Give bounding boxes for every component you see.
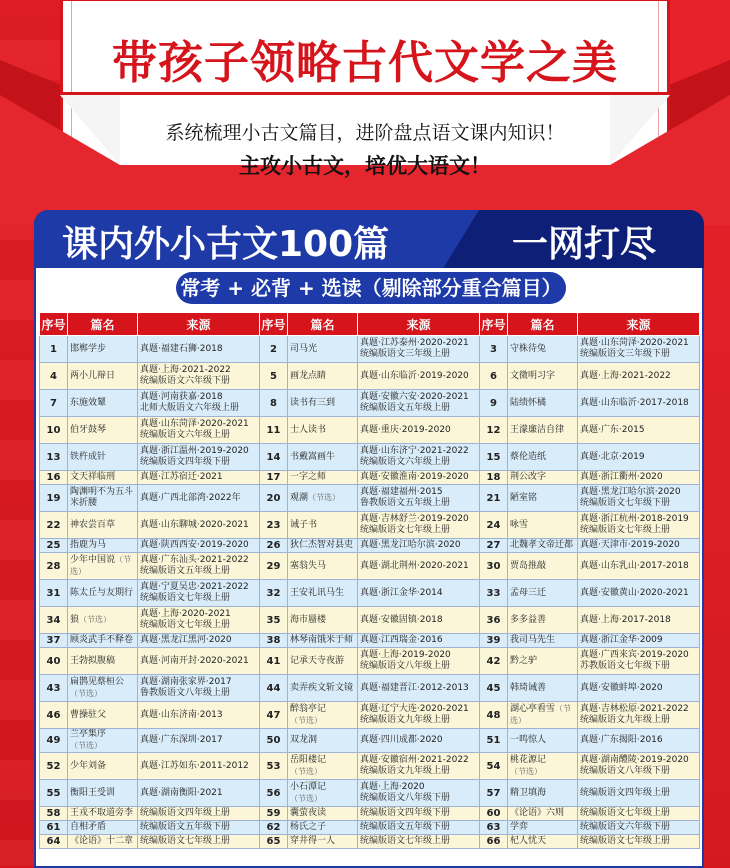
- row-number: 56: [260, 780, 288, 807]
- article-title: 陆绩怀橘: [508, 390, 578, 417]
- article-source: 真题·黑龙江哈尔滨·2020: [358, 539, 480, 553]
- article-source: 真题·吉林松原·2021-2022 统编版语文九年级上册: [578, 702, 700, 729]
- row-number: 53: [260, 753, 288, 780]
- article-source: 统编版语文四年级下册: [358, 807, 480, 821]
- article-title: 书戴嵩画牛: [288, 444, 358, 471]
- article-title: 王濛廉洁自律: [508, 417, 578, 444]
- article-title: 指鹿为马: [68, 539, 138, 553]
- excerpt-note: （节选）: [79, 615, 112, 624]
- table-row: [40, 729, 700, 753]
- excerpt-note: （节选）: [290, 715, 322, 725]
- column-header: 序号: [260, 313, 288, 336]
- row-number: 39: [480, 634, 508, 648]
- article-title: 《论语》十二章: [68, 835, 138, 849]
- article-title: 司马光: [288, 336, 358, 363]
- article-title: 咏雪: [508, 512, 578, 539]
- article-source: 真题·山东济南·2013: [138, 702, 260, 729]
- row-number: 54: [480, 753, 508, 780]
- article-title: 衡阳王受训: [68, 780, 138, 807]
- article-source: 真题·广西北部湾·2022年: [138, 485, 260, 512]
- row-number: 5: [260, 363, 288, 390]
- article-title: 《论语》六则: [508, 807, 578, 821]
- article-title: 荆公改字: [508, 471, 578, 485]
- row-number: 44: [260, 675, 288, 702]
- article-title: 邯郸学步: [68, 336, 138, 363]
- article-title: 文天祥临刑: [68, 471, 138, 485]
- row-number: 37: [40, 634, 68, 648]
- article-source: 统编版语文七年级上册: [578, 835, 700, 849]
- article-title: 诫子书: [288, 512, 358, 539]
- article-source: 真题·北京·2019: [578, 444, 700, 471]
- row-number: 49: [40, 729, 68, 753]
- table-row: [40, 553, 700, 580]
- article-source: 真题·河南获嘉·2018 北师大版语文六年级上册: [138, 390, 260, 417]
- row-number: 52: [40, 753, 68, 780]
- table-header-row: [40, 313, 700, 336]
- article-title: 桃花源记（节选）: [508, 753, 578, 780]
- article-title: 少年中国说（节选）: [68, 553, 138, 580]
- row-number: 13: [40, 444, 68, 471]
- article-title: 神农尝百草: [68, 512, 138, 539]
- article-title: 画龙点睛: [288, 363, 358, 390]
- table-row: [40, 390, 700, 417]
- table-panel: [34, 268, 704, 868]
- article-source: 统编版语文四年级上册: [138, 807, 260, 821]
- article-title: 多多益善: [508, 607, 578, 634]
- row-number: 33: [480, 580, 508, 607]
- table-row: [40, 417, 700, 444]
- article-title: 岳阳楼记（节选）: [288, 753, 358, 780]
- article-source: 真题·山东临沂·2017-2018: [578, 390, 700, 417]
- table-row: [40, 753, 700, 780]
- row-number: 65: [260, 835, 288, 849]
- table-row: [40, 512, 700, 539]
- column-header: 来源: [138, 313, 260, 336]
- article-source: 真题·江西瑞金·2016: [358, 634, 480, 648]
- article-title: 贾岛推敲: [508, 553, 578, 580]
- article-title: 囊萤夜读: [288, 807, 358, 821]
- row-number: 10: [40, 417, 68, 444]
- article-source: 真题·江苏如东·2011-2012: [138, 753, 260, 780]
- headline: 带孩子领略古代文学之美: [111, 36, 618, 89]
- row-number: 63: [480, 821, 508, 835]
- article-source: 真题·安徽固镇·2018: [358, 607, 480, 634]
- row-number: 32: [260, 580, 288, 607]
- column-header: 序号: [480, 313, 508, 336]
- card-edge: [60, 92, 670, 95]
- article-source: 真题·辽宁大连·2020-2021 统编版语文九年级上册: [358, 702, 480, 729]
- row-number: 12: [480, 417, 508, 444]
- article-source: 真题·上海·2021-2022 统编版语文六年级下册: [138, 363, 260, 390]
- row-number: 8: [260, 390, 288, 417]
- row-number: 30: [480, 553, 508, 580]
- article-title: 王戎不取道旁李: [68, 807, 138, 821]
- article-title: 双龙洞: [288, 729, 358, 753]
- article-source: 真题·广东汕头·2021-2022 统编版语文五年级上册: [138, 553, 260, 580]
- article-source: 真题·重庆·2019-2020: [358, 417, 480, 444]
- excerpt-note: （节选）: [308, 493, 341, 502]
- table-row: [40, 485, 700, 512]
- row-number: 60: [480, 807, 508, 821]
- article-source: 真题·江苏宿迁·2021: [138, 471, 260, 485]
- row-number: 15: [480, 444, 508, 471]
- row-number: 57: [480, 780, 508, 807]
- excerpt-note: （节选）: [510, 766, 542, 776]
- article-source: 真题·宁夏吴忠·2021-2022 统编版语文七年级上册: [138, 580, 260, 607]
- article-title: 杨氏之子: [288, 821, 358, 835]
- article-source: 真题·上海·2020-2021 统编版语文七年级上册: [138, 607, 260, 634]
- article-title: 东施效颦: [68, 390, 138, 417]
- row-number: 58: [40, 807, 68, 821]
- row-number: 6: [480, 363, 508, 390]
- article-title: 黔之驴: [508, 648, 578, 675]
- article-title: 我司马先生: [508, 634, 578, 648]
- article-title: 陶渊明不为五斗米折腰: [68, 485, 138, 512]
- row-number: 22: [40, 512, 68, 539]
- article-title: 穿井得一人: [288, 835, 358, 849]
- article-title: 醉翁亭记（节选）: [288, 702, 358, 729]
- article-title: 文微明习字: [508, 363, 578, 390]
- article-title: 卖弄疾文斩文镜: [288, 675, 358, 702]
- table-row: [40, 675, 700, 702]
- article-title: 陋室铭: [508, 485, 578, 512]
- row-number: 38: [260, 634, 288, 648]
- article-title: 两小儿辩日: [68, 363, 138, 390]
- article-source: 统编版语文四年级上册: [578, 780, 700, 807]
- article-source: 统编版语文五年级下册: [358, 821, 480, 835]
- column-header: 篇名: [288, 313, 358, 336]
- row-number: 59: [260, 807, 288, 821]
- article-title: 海市蜃楼: [288, 607, 358, 634]
- article-title: 王安礼讯马生: [288, 580, 358, 607]
- article-source: 真题·山东临沂·2019-2020: [358, 363, 480, 390]
- article-source: 真题·湖南衡阳·2021: [138, 780, 260, 807]
- row-number: 55: [40, 780, 68, 807]
- row-number: 25: [40, 539, 68, 553]
- article-source: 真题·安徽六安·2020-2021 统编版语文五年级上册: [358, 390, 480, 417]
- article-source: 真题·浙江衢州·2020: [578, 471, 700, 485]
- article-title: 精卫填海: [508, 780, 578, 807]
- article-title: 韩琦诫善: [508, 675, 578, 702]
- row-number: 11: [260, 417, 288, 444]
- article-source: 真题·上海·2020 统编版语文八年级下册: [358, 780, 480, 807]
- article-title: 顾炎武手不释卷: [68, 634, 138, 648]
- row-number: 48: [480, 702, 508, 729]
- table-row: [40, 634, 700, 648]
- article-title: 士人读书: [288, 417, 358, 444]
- row-number: 1: [40, 336, 68, 363]
- row-number: 23: [260, 512, 288, 539]
- table-row: [40, 363, 700, 390]
- article-source: 真题·安徽蚌埠·2020: [578, 675, 700, 702]
- table-row: [40, 780, 700, 807]
- row-number: 27: [480, 539, 508, 553]
- article-source: 真题·浙江温州·2019-2020 统编版语文四年级下册: [138, 444, 260, 471]
- article-source: 真题·湖北荆州·2020-2021: [358, 553, 480, 580]
- subtitle-line-2: 主攻小古文，培优大语文！: [239, 154, 491, 178]
- table-row: [40, 539, 700, 553]
- article-source: 真题·上海·2021-2022: [578, 363, 700, 390]
- article-source: 统编版语文五年级下册: [138, 821, 260, 835]
- row-number: 17: [260, 471, 288, 485]
- article-title: 扁鹊见蔡桓公（节选）: [68, 675, 138, 702]
- article-title: 一字之师: [288, 471, 358, 485]
- article-title: 记承天寺夜游: [288, 648, 358, 675]
- article-source: 真题·山东聊城·2020-2021: [138, 512, 260, 539]
- column-header: 序号: [40, 313, 68, 336]
- row-number: 43: [40, 675, 68, 702]
- article-title: 孟母三迁: [508, 580, 578, 607]
- excerpt-note: （节选）: [290, 766, 322, 776]
- row-number: 29: [260, 553, 288, 580]
- row-number: 31: [40, 580, 68, 607]
- article-source: 真题·江苏泰州·2020-2021 统编版语文三年级上册: [358, 336, 480, 363]
- article-source: 真题·湖南醴陵·2019-2020 统编版语文八年级下册: [578, 753, 700, 780]
- article-title: 少年刘备: [68, 753, 138, 780]
- column-header: 来源: [358, 313, 480, 336]
- article-source: 真题·天津市·2019-2020: [578, 539, 700, 553]
- row-number: 36: [480, 607, 508, 634]
- row-number: 51: [480, 729, 508, 753]
- article-source: 真题·上海·2017-2018: [578, 607, 700, 634]
- article-source: 真题·浙江金华·2014: [358, 580, 480, 607]
- row-number: 64: [40, 835, 68, 849]
- row-number: 24: [480, 512, 508, 539]
- table-title: 常考 + 必背 + 选读（剔除部分重合篇目）: [176, 272, 566, 304]
- excerpt-note: （节选）: [70, 688, 102, 698]
- row-number: 9: [480, 390, 508, 417]
- article-source: 真题·广东深圳·2017: [138, 729, 260, 753]
- article-source: 真题·山东菏泽·2020-2021 统编版语文三年级下册: [578, 336, 700, 363]
- article-source: 真题·安徽宿州·2021-2022 统编版语文九年级上册: [358, 753, 480, 780]
- row-number: 46: [40, 702, 68, 729]
- row-number: 18: [480, 471, 508, 485]
- article-title: 湖心亭看雪（节选）: [508, 702, 578, 729]
- row-number: 40: [40, 648, 68, 675]
- row-number: 45: [480, 675, 508, 702]
- banner-title: 课内外小古文100篇: [62, 224, 390, 265]
- row-number: 26: [260, 539, 288, 553]
- article-title: 林琴南饿米于师: [288, 634, 358, 648]
- title-banner: [34, 210, 704, 268]
- table-row: [40, 807, 700, 821]
- column-header: 来源: [578, 313, 700, 336]
- article-source: 真题·吉林舒兰·2019-2020 统编版语文七年级上册: [358, 512, 480, 539]
- article-source: 真题·黑龙江哈尔滨·2020 统编版语文七年级下册: [578, 485, 700, 512]
- excerpt-note: （节选）: [290, 793, 322, 803]
- article-title: 小石潭记（节选）: [288, 780, 358, 807]
- table-row: [40, 835, 700, 849]
- row-number: 35: [260, 607, 288, 634]
- banner-slogan: 一网打尽: [512, 224, 657, 265]
- article-source: 真题·山东济宁·2021-2022 统编版语文六年级上册: [358, 444, 480, 471]
- row-number: 61: [40, 821, 68, 835]
- article-source: 统编版语文六年级下册: [578, 821, 700, 835]
- excerpt-note: （节选）: [510, 704, 572, 725]
- column-header: 篇名: [68, 313, 138, 336]
- row-number: 14: [260, 444, 288, 471]
- excerpt-note: （节选）: [70, 741, 102, 750]
- article-source: 真题·湖南张家界·2017 鲁教版语文八年级上册: [138, 675, 260, 702]
- article-title: 狄仁杰智对县吏: [288, 539, 358, 553]
- article-title: 铁杵成针: [68, 444, 138, 471]
- article-source: 统编版语文七年级上册: [578, 807, 700, 821]
- article-title: 自相矛盾: [68, 821, 138, 835]
- article-source: 真题·安徽淮南·2019-2020: [358, 471, 480, 485]
- article-title: 守株待兔: [508, 336, 578, 363]
- article-title: 伯牙鼓琴: [68, 417, 138, 444]
- article-source: 真题·广东揭阳·2016: [578, 729, 700, 753]
- article-title: 蔡伦造纸: [508, 444, 578, 471]
- row-number: 19: [40, 485, 68, 512]
- table-row: [40, 471, 700, 485]
- table-row: [40, 336, 700, 363]
- article-title: 陈太丘与友期行: [68, 580, 138, 607]
- table-row: [40, 702, 700, 729]
- row-number: 62: [260, 821, 288, 835]
- table-row: [40, 821, 700, 835]
- article-title: 兰亭集序（节选）: [68, 729, 138, 753]
- article-source: 真题·山东乳山·2017-2018: [578, 553, 700, 580]
- table-row: [40, 607, 700, 634]
- article-title: 北魏孝文帝迁都: [508, 539, 578, 553]
- row-number: 42: [480, 648, 508, 675]
- article-source: 统编版语文七年级上册: [138, 835, 260, 849]
- article-title: 王勃拟腹稿: [68, 648, 138, 675]
- article-source: 真题·福建石狮·2018: [138, 336, 260, 363]
- article-source: 真题·浙江杭州·2018-2019 统编版语文七年级上册: [578, 512, 700, 539]
- article-source: 真题·广东·2015: [578, 417, 700, 444]
- row-number: 20: [260, 485, 288, 512]
- row-number: 50: [260, 729, 288, 753]
- row-number: 66: [480, 835, 508, 849]
- column-header: 篇名: [508, 313, 578, 336]
- row-number: 41: [260, 648, 288, 675]
- article-source: 真题·浙江金华·2009: [578, 634, 700, 648]
- article-table: [39, 312, 700, 849]
- row-number: 28: [40, 553, 68, 580]
- article-title: 一鸣惊人: [508, 729, 578, 753]
- article-title: 杞人忧天: [508, 835, 578, 849]
- article-source: 真题·福建福州·2015 鲁教版语文五年级上册: [358, 485, 480, 512]
- table-row: [40, 648, 700, 675]
- row-number: 21: [480, 485, 508, 512]
- article-title: 读书有三到: [288, 390, 358, 417]
- article-source: 真题·陕西西安·2019-2020: [138, 539, 260, 553]
- excerpt-note: （节选）: [70, 555, 132, 576]
- table-row: [40, 444, 700, 471]
- article-source: 真题·广西来宾·2019-2020 苏教版语文七年级下册: [578, 648, 700, 675]
- row-number: 2: [260, 336, 288, 363]
- article-source: 真题·山东菏泽·2020-2021 统编版语文六年级上册: [138, 417, 260, 444]
- article-source: 真题·四川成都·2020: [358, 729, 480, 753]
- article-source: 真题·河南开封·2020-2021: [138, 648, 260, 675]
- row-number: 34: [40, 607, 68, 634]
- article-title: 狼（节选）: [68, 607, 138, 634]
- article-source: 真题·上海·2019-2020 统编版语文八年级上册: [358, 648, 480, 675]
- article-title: 曹操驻父: [68, 702, 138, 729]
- table-row: [40, 580, 700, 607]
- article-title: 学弈: [508, 821, 578, 835]
- row-number: 47: [260, 702, 288, 729]
- row-number: 3: [480, 336, 508, 363]
- article-source: 真题·安徽黄山·2020-2021: [578, 580, 700, 607]
- row-number: 16: [40, 471, 68, 485]
- article-source: 真题·福建晋江·2012-2013: [358, 675, 480, 702]
- article-title: 塞翁失马: [288, 553, 358, 580]
- row-number: 7: [40, 390, 68, 417]
- article-source: 统编版语文七年级上册: [358, 835, 480, 849]
- subtitle-line-1: 系统梳理小古文篇目，进阶盘点语文课内知识！: [165, 122, 565, 144]
- article-title: 观潮（节选）: [288, 485, 358, 512]
- row-number: 4: [40, 363, 68, 390]
- article-source: 真题·黑龙江黑河·2020: [138, 634, 260, 648]
